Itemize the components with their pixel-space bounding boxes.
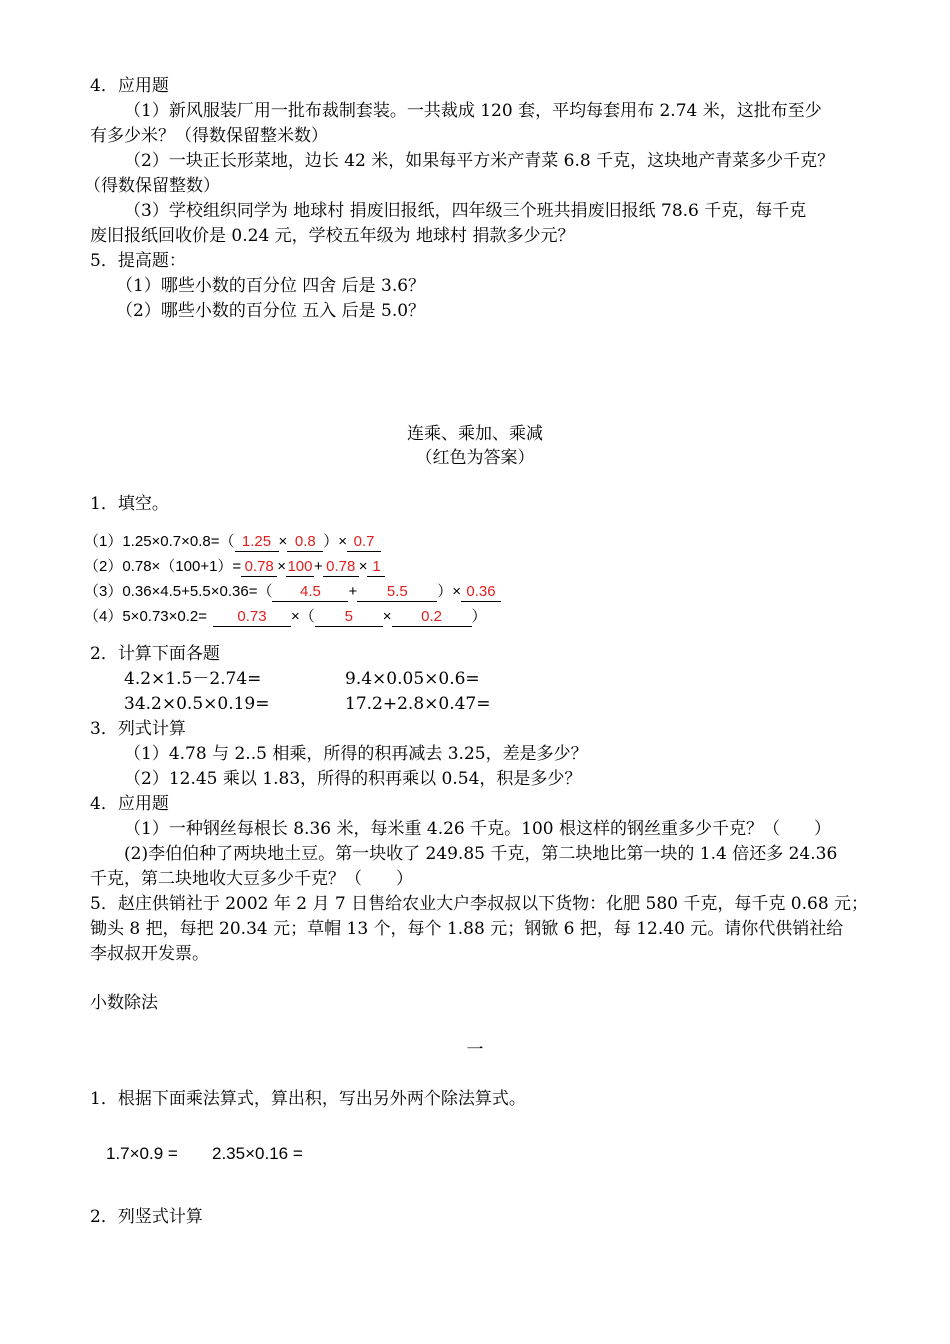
fill-row-2-op2: + [313, 558, 323, 575]
app-q1: （1）一种钢丝每根长 8.36 米，每米重 4.26 千克。100 根这样的钢丝重多少千克？（ ） [124, 819, 831, 839]
answer-blank: 0.2 [392, 608, 472, 627]
part3-expr-1: 1.7×0.9 = [106, 1144, 178, 1163]
part3-q1: 1．根据下面乘法算式，算出积，写出另外两个除法算式。 [90, 1089, 526, 1109]
part3-title: 小数除法 [90, 993, 158, 1013]
fill-row-1 [84, 530, 381, 554]
fill-row-1-text: （1）1.25×0.7×0.8=（ [84, 533, 235, 550]
answer-blank: 100 [287, 558, 313, 575]
answer-blank: 0.7 [347, 533, 381, 552]
answer-blank: 0.36 [461, 583, 501, 602]
fill-row-2 [84, 555, 385, 579]
fill-row-2-op1: × [277, 558, 286, 575]
fill-row-4-op3: ） [471, 608, 487, 625]
section4-q2-line1: （2）一块正长形菜地，边长 42 米，如果每平方米产青菜 6.8 千克，这块地产青菜多少千克？ [124, 151, 835, 171]
answer-blank: 5 [315, 608, 383, 627]
fill-row-4-text: （4）5×0.73×0.2= [84, 608, 208, 625]
expr-q1: （1）4.78 与 2..5 相乘，所得的积再减去 3.25，差是多少？ [124, 744, 588, 764]
fill-row-1-op2: ）× [323, 533, 348, 550]
calc-title: 2．计算下面各题 [90, 644, 220, 664]
fill-row-2-op3: × [358, 558, 368, 575]
fill-row-1-op1: × [278, 533, 288, 550]
fill-row-4 [84, 605, 487, 629]
q5-line2: 锄头 8 把，每把 20.34 元；草帽 13 个，每个 1.88 元；钢锨 6 把，每 12.40 元。请你代供销社给 [90, 919, 844, 939]
calc-item-3: 34.2×0.5×0.19= [124, 694, 270, 714]
section5-q2: （2）哪些小数的百分位 五入 后是 5.0？ [116, 301, 426, 321]
section4-q1-line1: （1）新风服装厂用一批布裁制套装。一共裁成 120 套，平均每套用布 2.74 米，这批布至少 [124, 101, 822, 121]
answer-blank: 1 [367, 558, 385, 577]
section4-q3-line2: 废旧报纸回收价是 0.24 元，学校五年级为 地球村 捐款多少元？ [90, 226, 575, 246]
answer-blank: 0.78 [323, 558, 359, 577]
calc-item-2: 9.4×0.05×0.6= [345, 669, 480, 689]
section5-title: 5．提高题： [90, 251, 186, 271]
calc-item-4: 17.2+2.8×0.47= [345, 694, 491, 714]
q5-line3: 李叔叔开发票。 [90, 944, 209, 964]
section4-q2-line2: （得数保留整数） [84, 176, 220, 196]
fill-row-3-op2: ）× [437, 583, 462, 600]
answer-blank: 0.78 [241, 558, 277, 577]
app-title: 4．应用题 [90, 794, 169, 814]
part2-subtitle: （红色为答案） [415, 448, 535, 468]
answer-blank: 4.5 [272, 583, 348, 602]
fill-row-2-text: （2）0.78×（100+1）= [84, 558, 242, 575]
part3-expr-2: 2.35×0.16 = [212, 1144, 303, 1163]
fill-row-4-op1: ×（ [291, 608, 315, 625]
answer-blank: 0.73 [213, 608, 291, 627]
answer-blank: 1.25 [235, 533, 279, 552]
part3-sub: 一 [466, 1040, 484, 1060]
expr-q2: （2）12.45 乘以 1.83，所得的积再乘以 0.54，积是多少？ [124, 769, 582, 789]
expr-title: 3．列式计算 [90, 719, 186, 739]
app-q2-line1: (2)李伯伯种了两块地土豆。第一块收了 249.85 千克，第二块地比第一块的 1.4 倍还多 24.36 [124, 844, 838, 864]
section5-q1: （1）哪些小数的百分位 四舍 后是 3.6？ [116, 276, 426, 296]
section4-title: 4．应用题 [90, 76, 169, 96]
answer-blank: 0.8 [287, 533, 323, 552]
fill-row-3 [84, 580, 501, 604]
answer-blank: 5.5 [357, 583, 437, 602]
section4-q3-line1: （3）学校组织同学为 地球村 捐废旧报纸，四年级三个班共捐废旧报纸 78.6 千克，每千克 [124, 201, 807, 221]
part2-title: 连乘、乘加、乘减 [407, 424, 543, 444]
fill-row-3-text: （3）0.36×4.5+5.5×0.36=（ [84, 583, 273, 600]
calc-item-1: 4.2×1.5－2.74= [124, 669, 262, 689]
fill-title: 1．填空。 [90, 494, 169, 514]
app-q2-line2: 千克，第二块地收大豆多少千克？（ ） [90, 869, 413, 889]
fill-row-3-op1: + [348, 583, 358, 600]
fill-row-4-op2: × [382, 608, 392, 625]
q5-line1: 5．赵庄供销社于 2002 年 2 月 7 日售给农业大户李叔叔以下货物：化肥 580 千克，每千克 0.68 元； [90, 894, 869, 914]
part3-q2: 2．列竖式计算 [90, 1207, 203, 1227]
section4-q1-line2: 有多少米？（得数保留整米数） [90, 126, 328, 146]
